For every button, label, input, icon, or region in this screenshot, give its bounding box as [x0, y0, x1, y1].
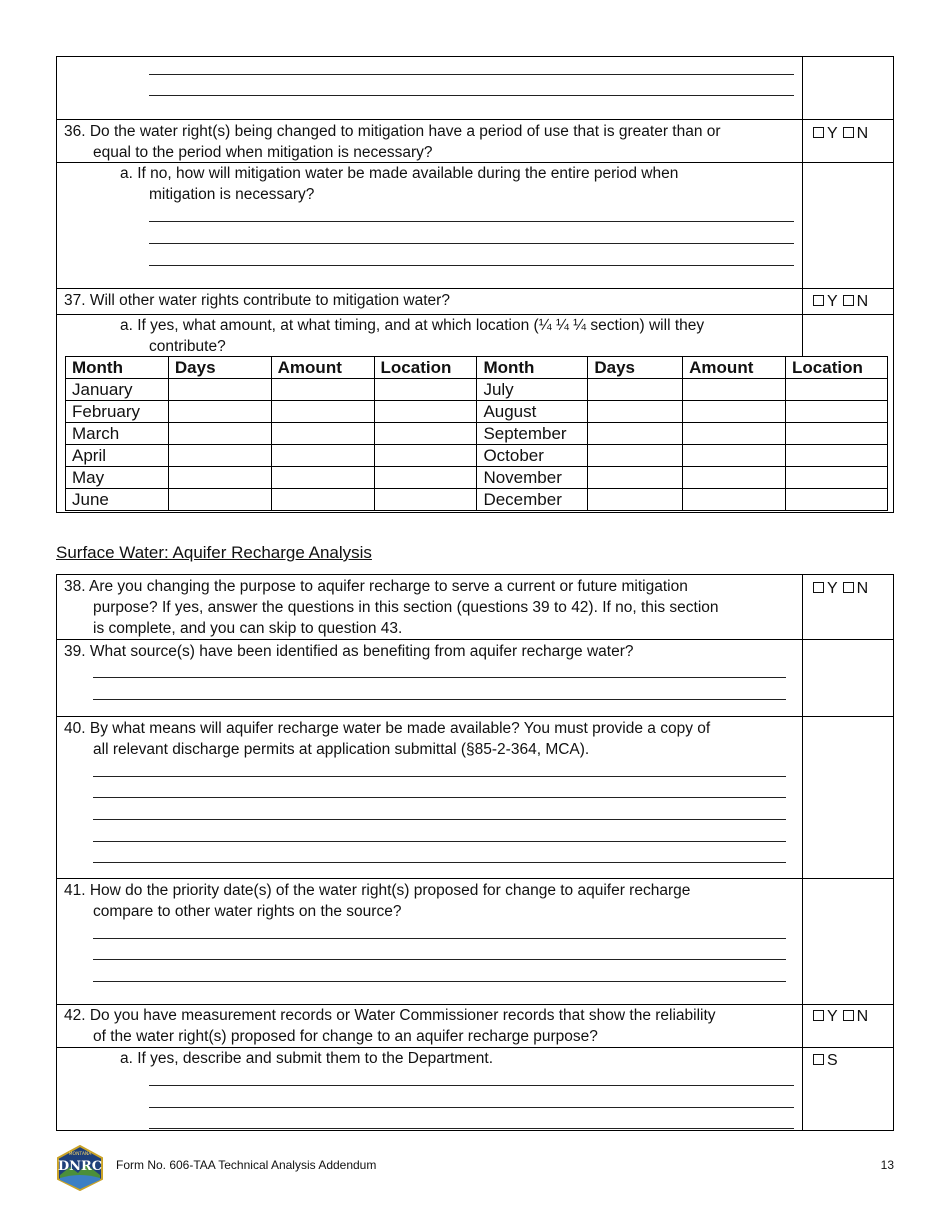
yes-checkbox[interactable] — [813, 127, 824, 138]
amount-cell[interactable] — [683, 379, 786, 401]
table-row — [66, 467, 888, 489]
answer-line[interactable] — [149, 1128, 794, 1129]
answer-line[interactable] — [93, 699, 786, 700]
amount-cell[interactable] — [683, 445, 786, 467]
days-cell[interactable] — [168, 379, 271, 401]
location-cell[interactable] — [786, 445, 888, 467]
days-cell[interactable] — [168, 489, 271, 511]
days-cell[interactable] — [588, 423, 683, 445]
location-cell[interactable] — [786, 401, 888, 423]
days-cell[interactable] — [588, 401, 683, 423]
amount-cell[interactable] — [271, 423, 374, 445]
days-cell[interactable] — [168, 445, 271, 467]
submitted-checkbox[interactable] — [813, 1054, 824, 1065]
location-cell[interactable] — [374, 445, 477, 467]
question-36-cell — [57, 120, 803, 162]
question-36a-row — [57, 162, 893, 288]
question-36-answer — [803, 120, 893, 162]
location-cell[interactable] — [374, 467, 477, 489]
question-42a-text: a. If yes, describe and submit them to the Department. — [120, 1050, 494, 1067]
question-40-text-line2: all relevant discharge permits at application submittal (§85-2-364, MCA). — [93, 741, 590, 758]
header-days: Days — [588, 357, 683, 379]
top-questions-block — [56, 56, 894, 513]
svg-text:DNRC: DNRC — [57, 1159, 103, 1174]
month-cell: March — [66, 423, 169, 445]
answer-line[interactable] — [149, 95, 794, 96]
question-38-answer — [803, 575, 893, 639]
table-row — [66, 445, 888, 467]
question-39-cell — [57, 640, 803, 716]
header-month: Month — [477, 357, 588, 379]
answer-line[interactable] — [93, 862, 786, 863]
yes-no-choice: Y N — [813, 579, 868, 599]
question-39-row — [57, 639, 893, 716]
answer-line[interactable] — [149, 74, 794, 75]
answer-line[interactable] — [93, 819, 786, 820]
table-row — [66, 401, 888, 423]
answer-line[interactable] — [93, 776, 786, 777]
amount-cell[interactable] — [271, 489, 374, 511]
page-number: 13 — [880, 1158, 894, 1172]
question-38-text-line2: purpose? If yes, answer the questions in this section (questions 39 to 42). If no, this section — [93, 599, 719, 616]
answer-line[interactable] — [149, 265, 794, 266]
days-cell[interactable] — [588, 379, 683, 401]
page-footer — [56, 1145, 894, 1189]
header-location: Location — [786, 357, 888, 379]
location-cell[interactable] — [786, 467, 888, 489]
question-37a-row — [57, 314, 893, 357]
amount-cell[interactable] — [271, 379, 374, 401]
question-41-text-line1: 41. How do the priority date(s) of the water right(s) proposed for change to aquifer recharge — [64, 882, 691, 899]
days-cell[interactable] — [588, 467, 683, 489]
month-cell: April — [66, 445, 169, 467]
amount-cell[interactable] — [683, 489, 786, 511]
question-38-text-line1: 38. Are you changing the purpose to aquifer recharge to serve a current or future mitigation — [64, 578, 688, 595]
answer-line[interactable] — [93, 841, 786, 842]
answer-line[interactable] — [93, 981, 786, 982]
days-cell[interactable] — [168, 423, 271, 445]
location-cell[interactable] — [374, 401, 477, 423]
question-40-answer — [803, 717, 893, 878]
form-label: Form No. 606-TAA Technical Analysis Addendum — [116, 1158, 377, 1172]
location-cell[interactable] — [786, 423, 888, 445]
continuation-question-cell — [57, 57, 803, 119]
month-cell: November — [477, 467, 588, 489]
yes-no-choice: Y N — [813, 1007, 868, 1027]
amount-cell[interactable] — [271, 445, 374, 467]
question-37-cell — [57, 289, 803, 314]
question-36a-text-line1: a. If no, how will mitigation water be made available during the entire period when — [120, 165, 679, 182]
question-36a-answer — [803, 163, 893, 288]
location-cell[interactable] — [374, 489, 477, 511]
question-36a-cell — [57, 163, 803, 288]
question-40-row — [57, 716, 893, 878]
location-cell[interactable] — [374, 423, 477, 445]
answer-line[interactable] — [93, 797, 786, 798]
location-cell[interactable] — [786, 489, 888, 511]
header-amount: Amount — [271, 357, 374, 379]
table-row — [66, 379, 888, 401]
no-checkbox[interactable] — [843, 1010, 854, 1021]
question-37-text: 37. Will other water rights contribute to mitigation water? — [64, 292, 450, 309]
answer-line[interactable] — [149, 1085, 794, 1086]
month-cell: August — [477, 401, 588, 423]
yes-checkbox[interactable] — [813, 1010, 824, 1021]
question-36a-text-line2: mitigation is necessary? — [149, 186, 315, 203]
question-41-text-line2: compare to other water rights on the source? — [93, 903, 402, 920]
location-cell[interactable] — [374, 379, 477, 401]
question-39-text: 39. What source(s) have been identified as benefiting from aquifer recharge water? — [64, 643, 634, 660]
question-36-row — [57, 119, 893, 162]
amount-cell[interactable] — [683, 401, 786, 423]
header-amount: Amount — [683, 357, 786, 379]
no-checkbox[interactable] — [843, 582, 854, 593]
question-41-row — [57, 878, 893, 1004]
question-41-cell — [57, 879, 803, 1004]
question-38-cell — [57, 575, 803, 639]
question-37-row — [57, 288, 893, 314]
question-42-row — [57, 1004, 893, 1047]
header-days: Days — [168, 357, 271, 379]
answer-line[interactable] — [93, 959, 786, 960]
svg-text:MONTANA: MONTANA — [68, 1152, 92, 1157]
section-title: Surface Water: Aquifer Recharge Analysis — [56, 543, 372, 562]
question-42-text-line1: 42. Do you have measurement records or Water Commissioner records that show the reliability — [64, 1007, 716, 1024]
question-41-answer — [803, 879, 893, 1004]
continuation-row — [57, 57, 893, 119]
month-cell: January — [66, 379, 169, 401]
answer-line[interactable] — [93, 677, 786, 678]
table-header-row — [66, 357, 888, 379]
answer-line[interactable] — [93, 938, 786, 939]
question-42-text-line2: of the water right(s) proposed for change to an aquifer recharge purpose? — [93, 1028, 598, 1045]
question-37a-cell — [57, 315, 803, 357]
amount-cell[interactable] — [683, 467, 786, 489]
header-month: Month — [66, 357, 169, 379]
answer-line[interactable] — [149, 1107, 794, 1108]
amount-cell[interactable] — [271, 401, 374, 423]
yes-checkbox[interactable] — [813, 295, 824, 306]
month-cell: June — [66, 489, 169, 511]
mitigation-month-table — [65, 356, 888, 511]
continuation-answer-cell — [803, 57, 893, 119]
amount-cell[interactable] — [683, 423, 786, 445]
question-42a-cell — [57, 1048, 803, 1130]
question-42-cell — [57, 1005, 803, 1047]
submitted-choice: S — [813, 1051, 838, 1071]
table-row — [66, 489, 888, 511]
aquifer-recharge-block — [56, 574, 894, 1131]
month-cell: September — [477, 423, 588, 445]
question-40-cell — [57, 717, 803, 878]
question-42a-row — [57, 1047, 893, 1130]
month-cell: February — [66, 401, 169, 423]
days-cell[interactable] — [588, 445, 683, 467]
question-42a-answer — [803, 1048, 893, 1130]
yes-no-choice: Y N — [813, 292, 868, 312]
question-37a-text-line2: contribute? — [149, 338, 226, 355]
no-checkbox[interactable] — [843, 127, 854, 138]
answer-line[interactable] — [149, 221, 794, 222]
days-cell[interactable] — [168, 467, 271, 489]
question-38-text-line3: is complete, and you can skip to question 43. — [93, 620, 403, 637]
table-row — [66, 423, 888, 445]
answer-line[interactable] — [149, 243, 794, 244]
location-cell[interactable] — [786, 379, 888, 401]
question-39-answer — [803, 640, 893, 716]
month-cell: October — [477, 445, 588, 467]
question-37-answer — [803, 289, 893, 314]
no-checkbox[interactable] — [843, 295, 854, 306]
days-cell[interactable] — [588, 489, 683, 511]
question-40-text-line1: 40. By what means will aquifer recharge water be made available? You must provide a copy of — [64, 720, 711, 737]
question-36-text-line2: equal to the period when mitigation is necessary? — [93, 144, 433, 161]
days-cell[interactable] — [168, 401, 271, 423]
header-location: Location — [374, 357, 477, 379]
question-38-row — [57, 575, 893, 639]
question-36-text-line1: 36. Do the water right(s) being changed to mitigation have a period of use that is greater than or — [64, 123, 721, 140]
question-37a-text-line1: a. If yes, what amount, at what timing, and at which location (¼ ¼ ¼ section) will they — [120, 317, 705, 334]
question-37a-answer — [803, 315, 893, 357]
month-cell: December — [477, 489, 588, 511]
yes-checkbox[interactable] — [813, 582, 824, 593]
question-42-answer — [803, 1005, 893, 1047]
dnrc-logo — [56, 1145, 104, 1191]
month-cell: May — [66, 467, 169, 489]
month-cell: July — [477, 379, 588, 401]
amount-cell[interactable] — [271, 467, 374, 489]
yes-no-choice: Y N — [813, 124, 868, 144]
